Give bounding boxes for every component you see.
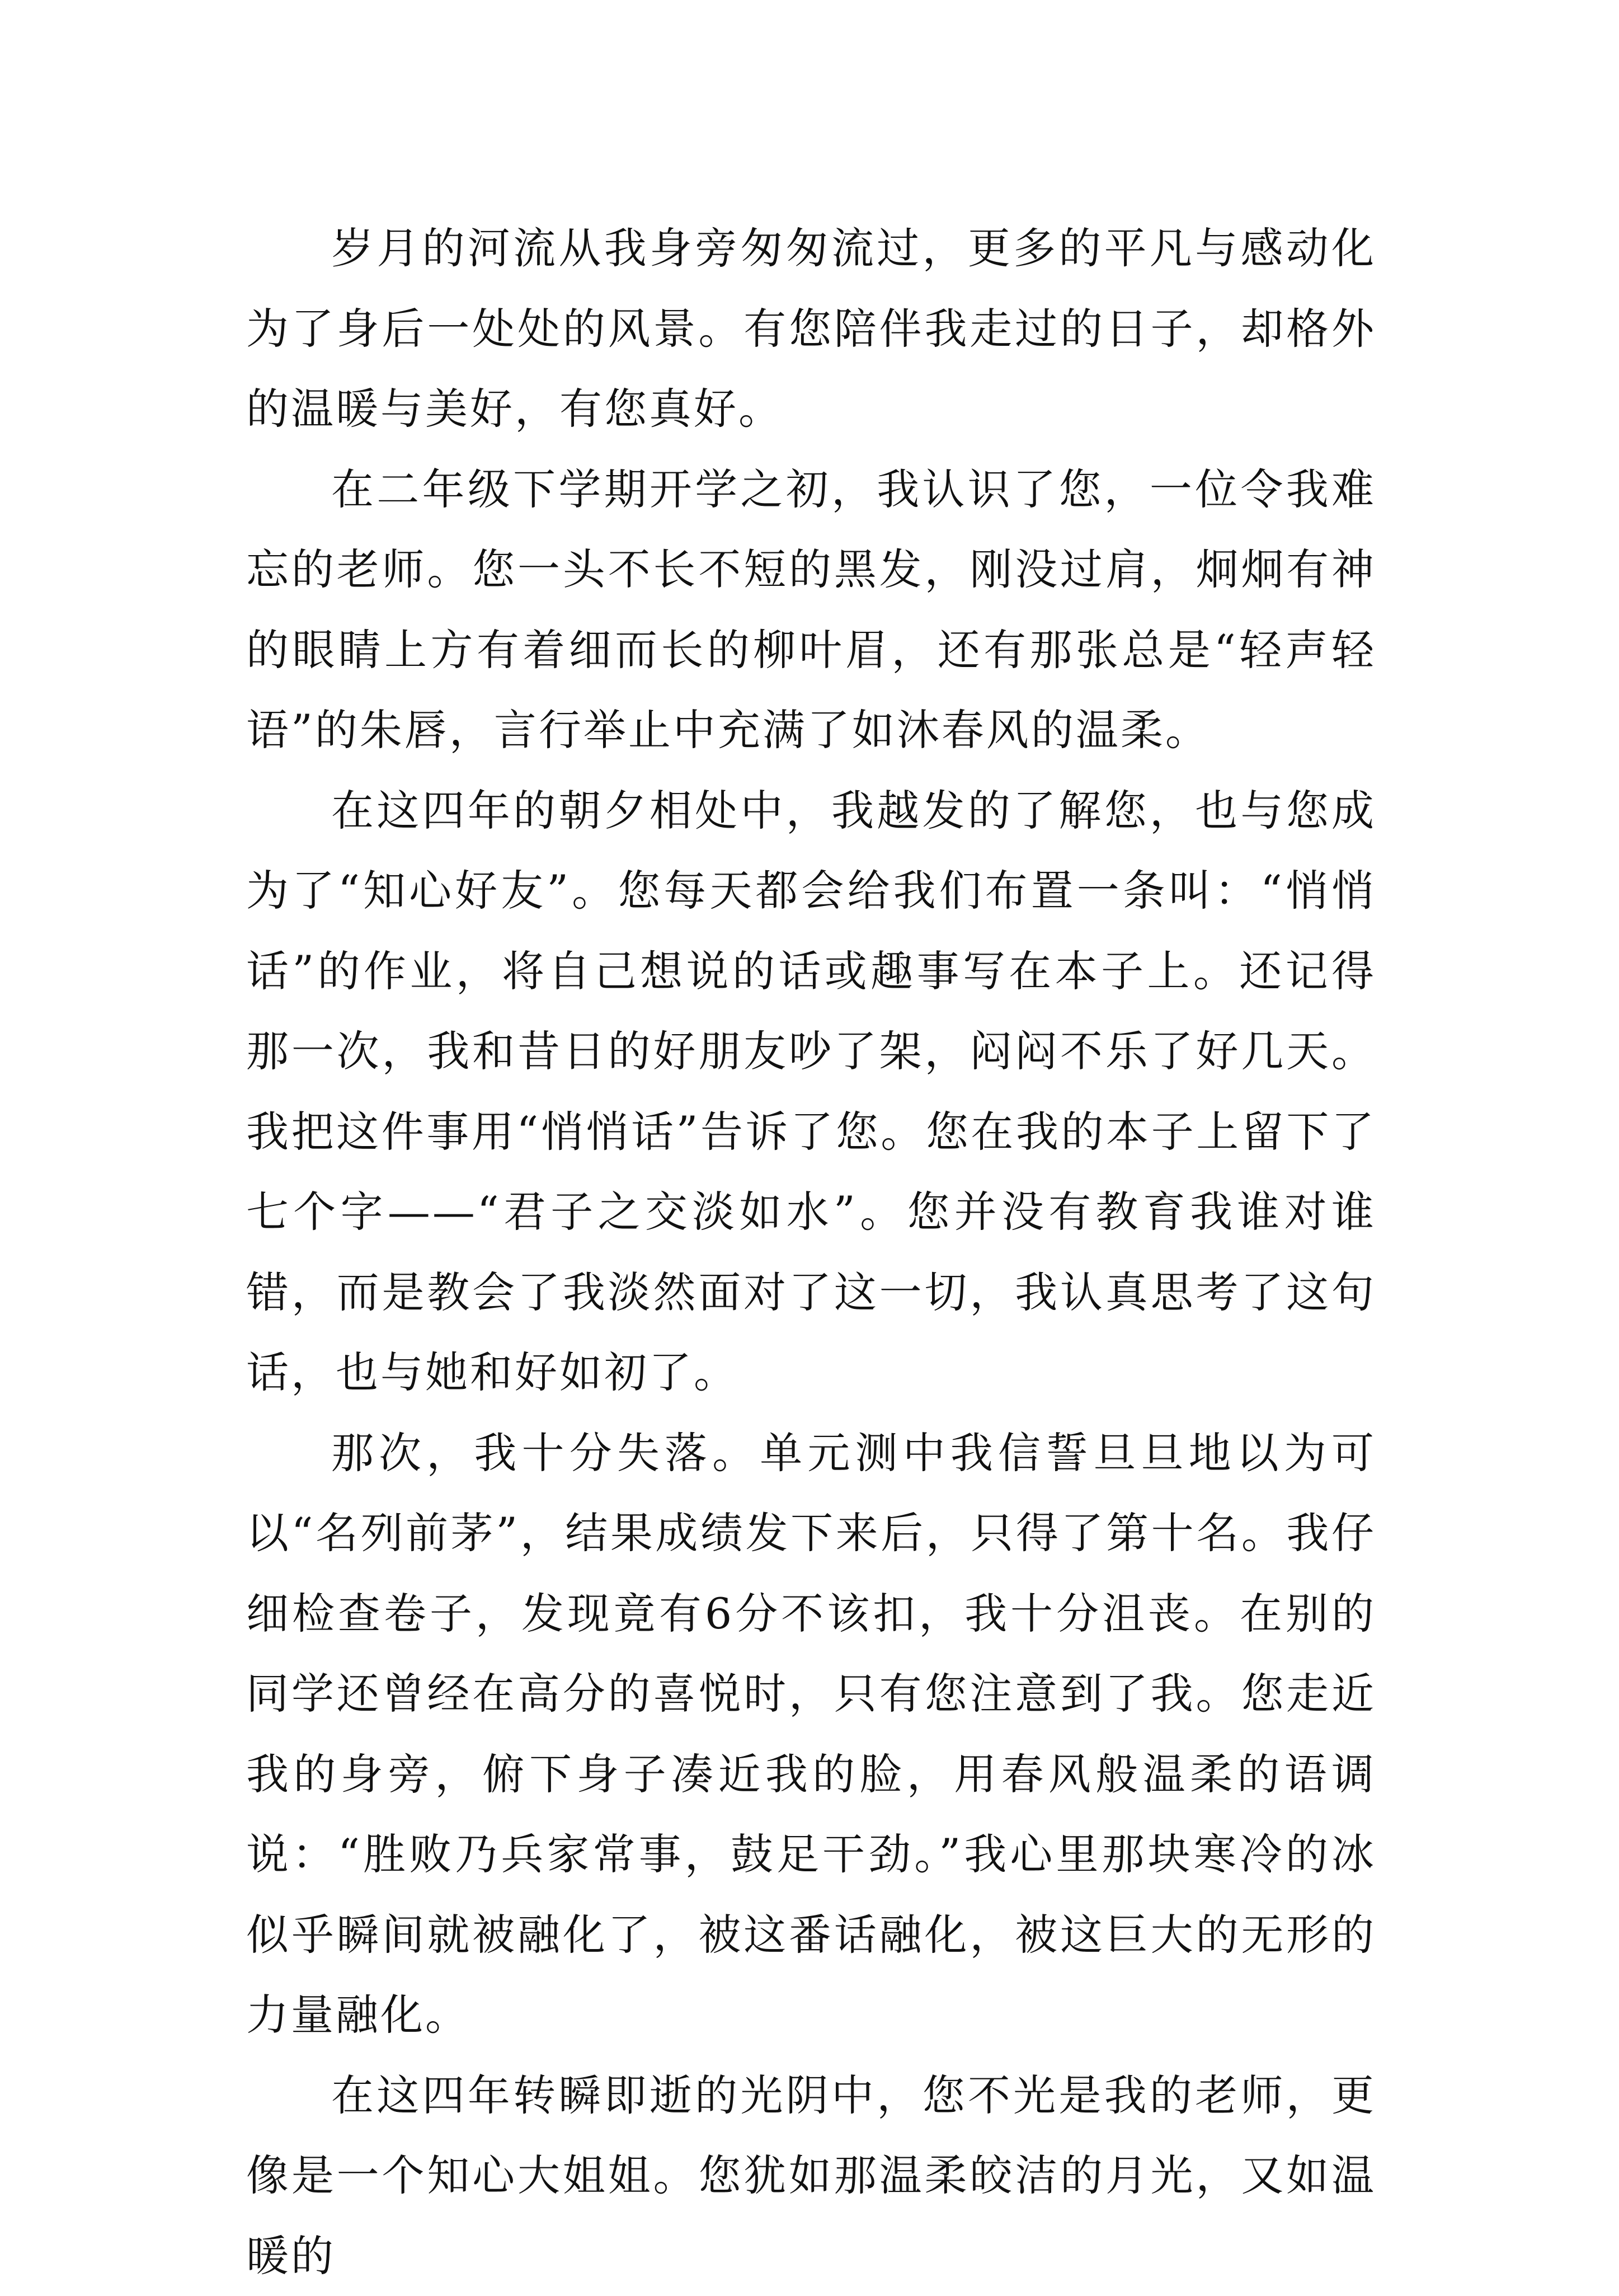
paragraph-5: 在这四年转瞬即逝的光阴中，您不光是我的老师，更像是一个知心大姐姐。您犹如那温柔皎洁的月光，又如温暖的 [246, 2055, 1376, 2296]
paragraph-4: 那次，我十分失落。单元测中我信誓旦旦地以为可以“名列前茅”，结果成绩发下来后，只得了第十名。我仔细检查卷子，发现竟有6分不该扣，我十分沮丧。在别的同学还曾经在高分的喜悦时，只有您注意到了我。您走近我的身旁，俯下身子凑近我的脸，用春风般温柔的语调说：“胜败乃兵家常事，鼓足干劲。”我心里那块寒冷的冰似乎瞬间就被融化了，被这番话融化，被这巨大的无形的力量融化。 [246, 1413, 1376, 2055]
paragraph-3: 在这四年的朝夕相处中，我越发的了解您，也与您成为了“知心好友”。您每天都会给我们布置一条叫：“悄悄话”的作业，将自己想说的话或趣事写在本子上。还记得那一次，我和昔日的好朋友吵了架，闷闷不乐了好几天。我把这件事用“悄悄话”告诉了您。您在我的本子上留下了七个字——“君子之交淡如水”。您并没有教育我谁对谁错，而是教会了我淡然面对了这一切，我认真思考了这句话，也与她和好如初了。 [246, 771, 1376, 1413]
paragraph-1: 岁月的河流从我身旁匆匆流过，更多的平凡与感动化为了身后一处处的风景。有您陪伴我走过的日子，却格外的温暖与美好，有您真好。 [246, 208, 1376, 449]
paragraph-2: 在二年级下学期开学之初，我认识了您，一位令我难忘的老师。您一头不长不短的黑发，刚没过肩，炯炯有神的眼睛上方有着细而长的柳叶眉，还有那张总是“轻声轻语”的朱唇，言行举止中充满了如沐春风的温柔。 [246, 449, 1376, 771]
essay-body [246, 208, 1376, 2296]
